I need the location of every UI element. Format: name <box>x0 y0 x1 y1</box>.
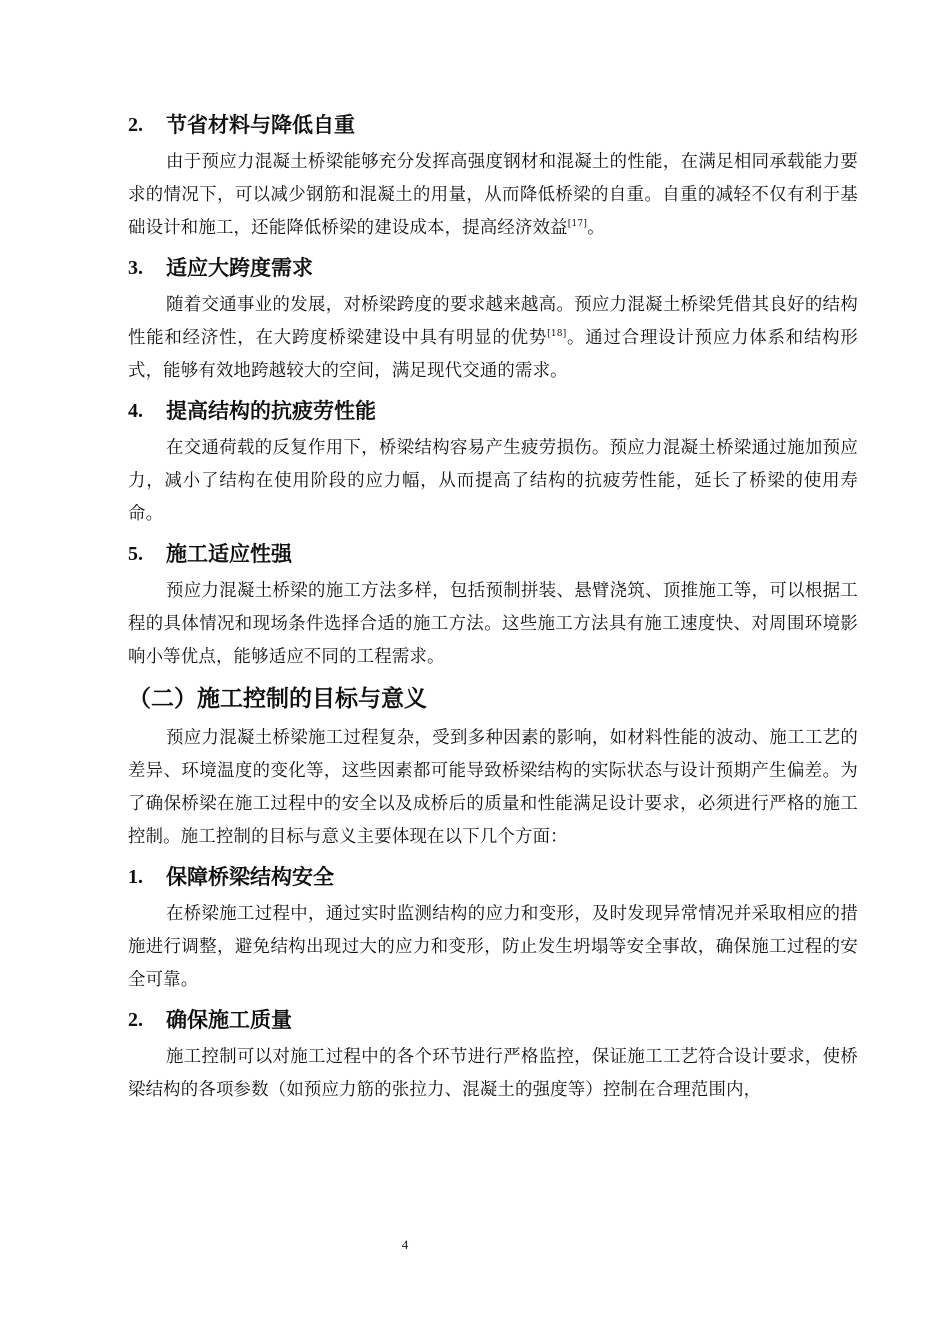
body-paragraph: 在交通荷载的反复作用下，桥梁结构容易产生疲劳损伤。预应力混凝土桥梁通过施加预应力，减小了结构在使用阶段的应力幅，从而提高了结构的抗疲劳性能，延长了桥梁的使用寿命。 <box>128 438 858 524</box>
body-paragraph: 在桥梁施工过程中，通过实时监测结构的应力和变形，及时发现异常情况并采取相应的措施进行调整，避免结构出现过大的应力和变形，防止发生坍塌等安全事故，确保施工过程的安全可靠。 <box>128 904 858 990</box>
paragraph-text: 随着交通事业的发展，对桥梁跨度的要求越来越高。预应力混凝土桥梁凭借其良好的结构性能和经济性，在大跨度桥梁建设中具有明显的优势 <box>128 295 858 348</box>
section-heading <box>128 253 858 283</box>
section-title: 确保施工质量 <box>166 1008 292 1032</box>
section-number: 2. <box>128 1009 143 1031</box>
body-paragraph <box>128 289 858 388</box>
body-paragraph <box>128 146 858 245</box>
section-heading <box>128 396 858 426</box>
section-number: 2. <box>128 114 143 136</box>
body-paragraph: 预应力混凝土桥梁的施工方法多样，包括预制拼装、悬臂浇筑、顶推施工等，可以根据工程的具体情况和现场条件选择合适的施工方法。这些施工方法具有施工速度快、对周围环境影响小等优点，能够适应不同的工程需求。 <box>128 581 858 667</box>
section-title: 节省材料与降低自重 <box>166 113 355 137</box>
section-number: 5. <box>128 543 143 565</box>
citation-ref: [18] <box>547 329 567 339</box>
section-heading <box>128 110 858 140</box>
body-paragraph: 预应力混凝土桥梁施工过程复杂，受到多种因素的影响，如材料性能的波动、施工工艺的差异、环境温度的变化等，这些因素都可能导致桥梁结构的实际状态与设计预期产生偏差。为了确保桥梁在施工过程中的安全以及成桥后的质量和性能满足设计要求，必须进行严格的施工控制。施工控制的目标与意义主要体现在以下几个方面： <box>128 728 858 847</box>
paragraph-text: 由于预应力混凝土桥梁能够充分发挥高强度钢材和混凝土的性能，在满足相同承载能力要求的情况下，可以减少钢筋和混凝土的用量，从而降低桥梁的自重。自重的减轻不仅有利于基础设计和施工，还能降低桥梁的建设成本，提高经济效益 <box>128 152 858 238</box>
section-number: 1. <box>128 866 143 888</box>
page-number: 4 <box>401 1237 409 1252</box>
page-content <box>128 110 858 1107</box>
section-title: 保障桥梁结构安全 <box>166 865 334 889</box>
section-heading <box>128 862 858 892</box>
section-title: 提高结构的抗疲劳性能 <box>166 399 376 423</box>
section-number: 4. <box>128 400 143 422</box>
section-title: 施工适应性强 <box>166 542 292 566</box>
paragraph-text-end: 。 <box>587 218 605 238</box>
section-heading <box>128 1005 858 1035</box>
citation-ref: [17] <box>567 219 588 229</box>
section-heading <box>128 539 858 569</box>
paragraph-text-end: 。通过合理设计预应力体系和结构形式，能够有效地跨越较大的空间，满足现代交通的需求。 <box>128 328 858 381</box>
body-paragraph: 施工控制可以对施工过程中的各个环节进行严格监控，保证施工工艺符合设计要求，使桥梁结构的各项参数（如预应力筋的张拉力、混凝土的强度等）控制在合理范围内， <box>128 1047 858 1100</box>
section-title: 适应大跨度需求 <box>166 256 313 280</box>
subsection-heading: （二）施工控制的目标与意义 <box>128 686 427 712</box>
section-number: 3. <box>128 257 143 279</box>
